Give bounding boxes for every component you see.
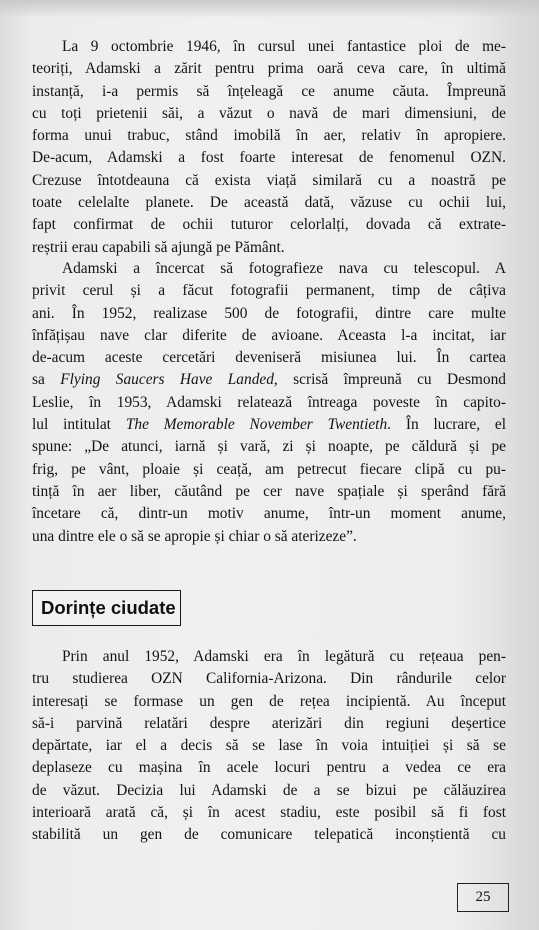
page-number: 25 (457, 883, 509, 912)
text-line: Crezuse întotdeauna că exista viață similară cu a noastră pe (32, 171, 506, 189)
text-line-mixed (32, 369, 506, 391)
text-line: una dintre ele o să se apropie și chiar o să aterizeze”. (32, 527, 357, 545)
text-line: La 9 octombrie 1946, în cursul unei fantastice ploi de me- (62, 38, 506, 55)
text-segment: lul intitulat (32, 416, 111, 434)
text-segment: . În lucrare, el (387, 416, 506, 434)
text-line: toate celelalte planete. De această dată, văzuse cu ochii lui, (32, 194, 506, 212)
text-line: Adamski a încercat să fotografieze nava cu telescopul. A (62, 260, 506, 277)
text-line: interesați se formase un gen de rețea incipientă. Au început (32, 692, 506, 710)
paragraph-1 (32, 36, 506, 259)
book-title-italic: Flying Saucers Have Landed (60, 371, 274, 389)
text-line: încetare că, dintr-un motiv anume, într-un moment anume, (32, 505, 506, 523)
text-segment: sa (32, 371, 45, 389)
text-line: să-i parvină relatări despre aterizări din regiuni deșertice (32, 714, 506, 732)
chapter-title-italic: The Memorable November Twentieth (125, 416, 388, 434)
text-line: înfățișau nave clar diferite de avioane. Aceasta l-a incitat, iar (32, 326, 506, 344)
text-line: De-acum, Adamski a fost foarte interesat de fenomenul OZN. (32, 149, 506, 167)
text-line: ani. În 1952, realizase 500 de fotografii, dintre care multe (32, 304, 506, 322)
text-line: privit cerul și a făcut fotografii permanent, timp de câțiva (32, 282, 506, 300)
text-line: de-acum aceste cercetări deveniseră misiunea lui. În cartea (32, 349, 506, 367)
text-segment: , scrisă împreună cu Desmond (273, 371, 506, 389)
text-line: deplaseze cu mașina în acele locuri pentru a vedea ce era (32, 759, 506, 777)
section-heading: Dorințe ciudate (32, 590, 181, 626)
text-line: fapt confirmat de ochii tuturor celorlalți, dovada că extrate- (32, 216, 506, 234)
text-line: teoriți, Adamski a zărit pentru prima oară ceva care, în ultimă (32, 60, 506, 78)
page-top-shadow (0, 0, 539, 18)
text-line: depărtate, iar el a decis să se lase în voia intuiției și să se (32, 737, 506, 755)
text-line: tință în aer liber, căutând pe cer nave spațiale și sperând fără (32, 482, 506, 500)
paragraph-2 (32, 258, 506, 548)
text-line: forma unui trabuc, stând imobilă în aer, relativ în apropiere. (32, 127, 506, 145)
text-line: tru studierea OZN California-Arizona. Din rândurile celor (32, 670, 506, 688)
text-line: stabilită un gen de comunicare telepatică inconștientă cu (32, 826, 506, 844)
text-line: interioară arată că, și în acest stadiu, este posibil să fi fost (32, 804, 506, 822)
text-line: Leslie, în 1953, Adamski relatează întreaga poveste în capito- (32, 393, 506, 411)
text-line: cu toți prietenii săi, a văzut o navă de mari dimensiuni, de (32, 104, 506, 122)
text-line: spune: „De atunci, iarnă și vară, zi și noapte, pe căldură și pe (32, 438, 506, 456)
paragraph-3 (32, 646, 506, 847)
text-line: reștrii erau capabili să ajungă pe Pământ. (32, 238, 285, 256)
text-line-mixed (32, 414, 506, 436)
text-line: frig, pe vânt, ploaie și ceață, am petrecut fiecare clipă cu pu- (32, 460, 506, 478)
text-line: Prin anul 1952, Adamski era în legătură cu rețeaua pen- (62, 648, 506, 665)
text-line: instanță, i-a permis să înțeleagă ce anume căuta. Împreună (32, 82, 506, 100)
text-line: de văzut. Decizia lui Adamski de a se bizui pe călăuzirea (32, 781, 506, 799)
